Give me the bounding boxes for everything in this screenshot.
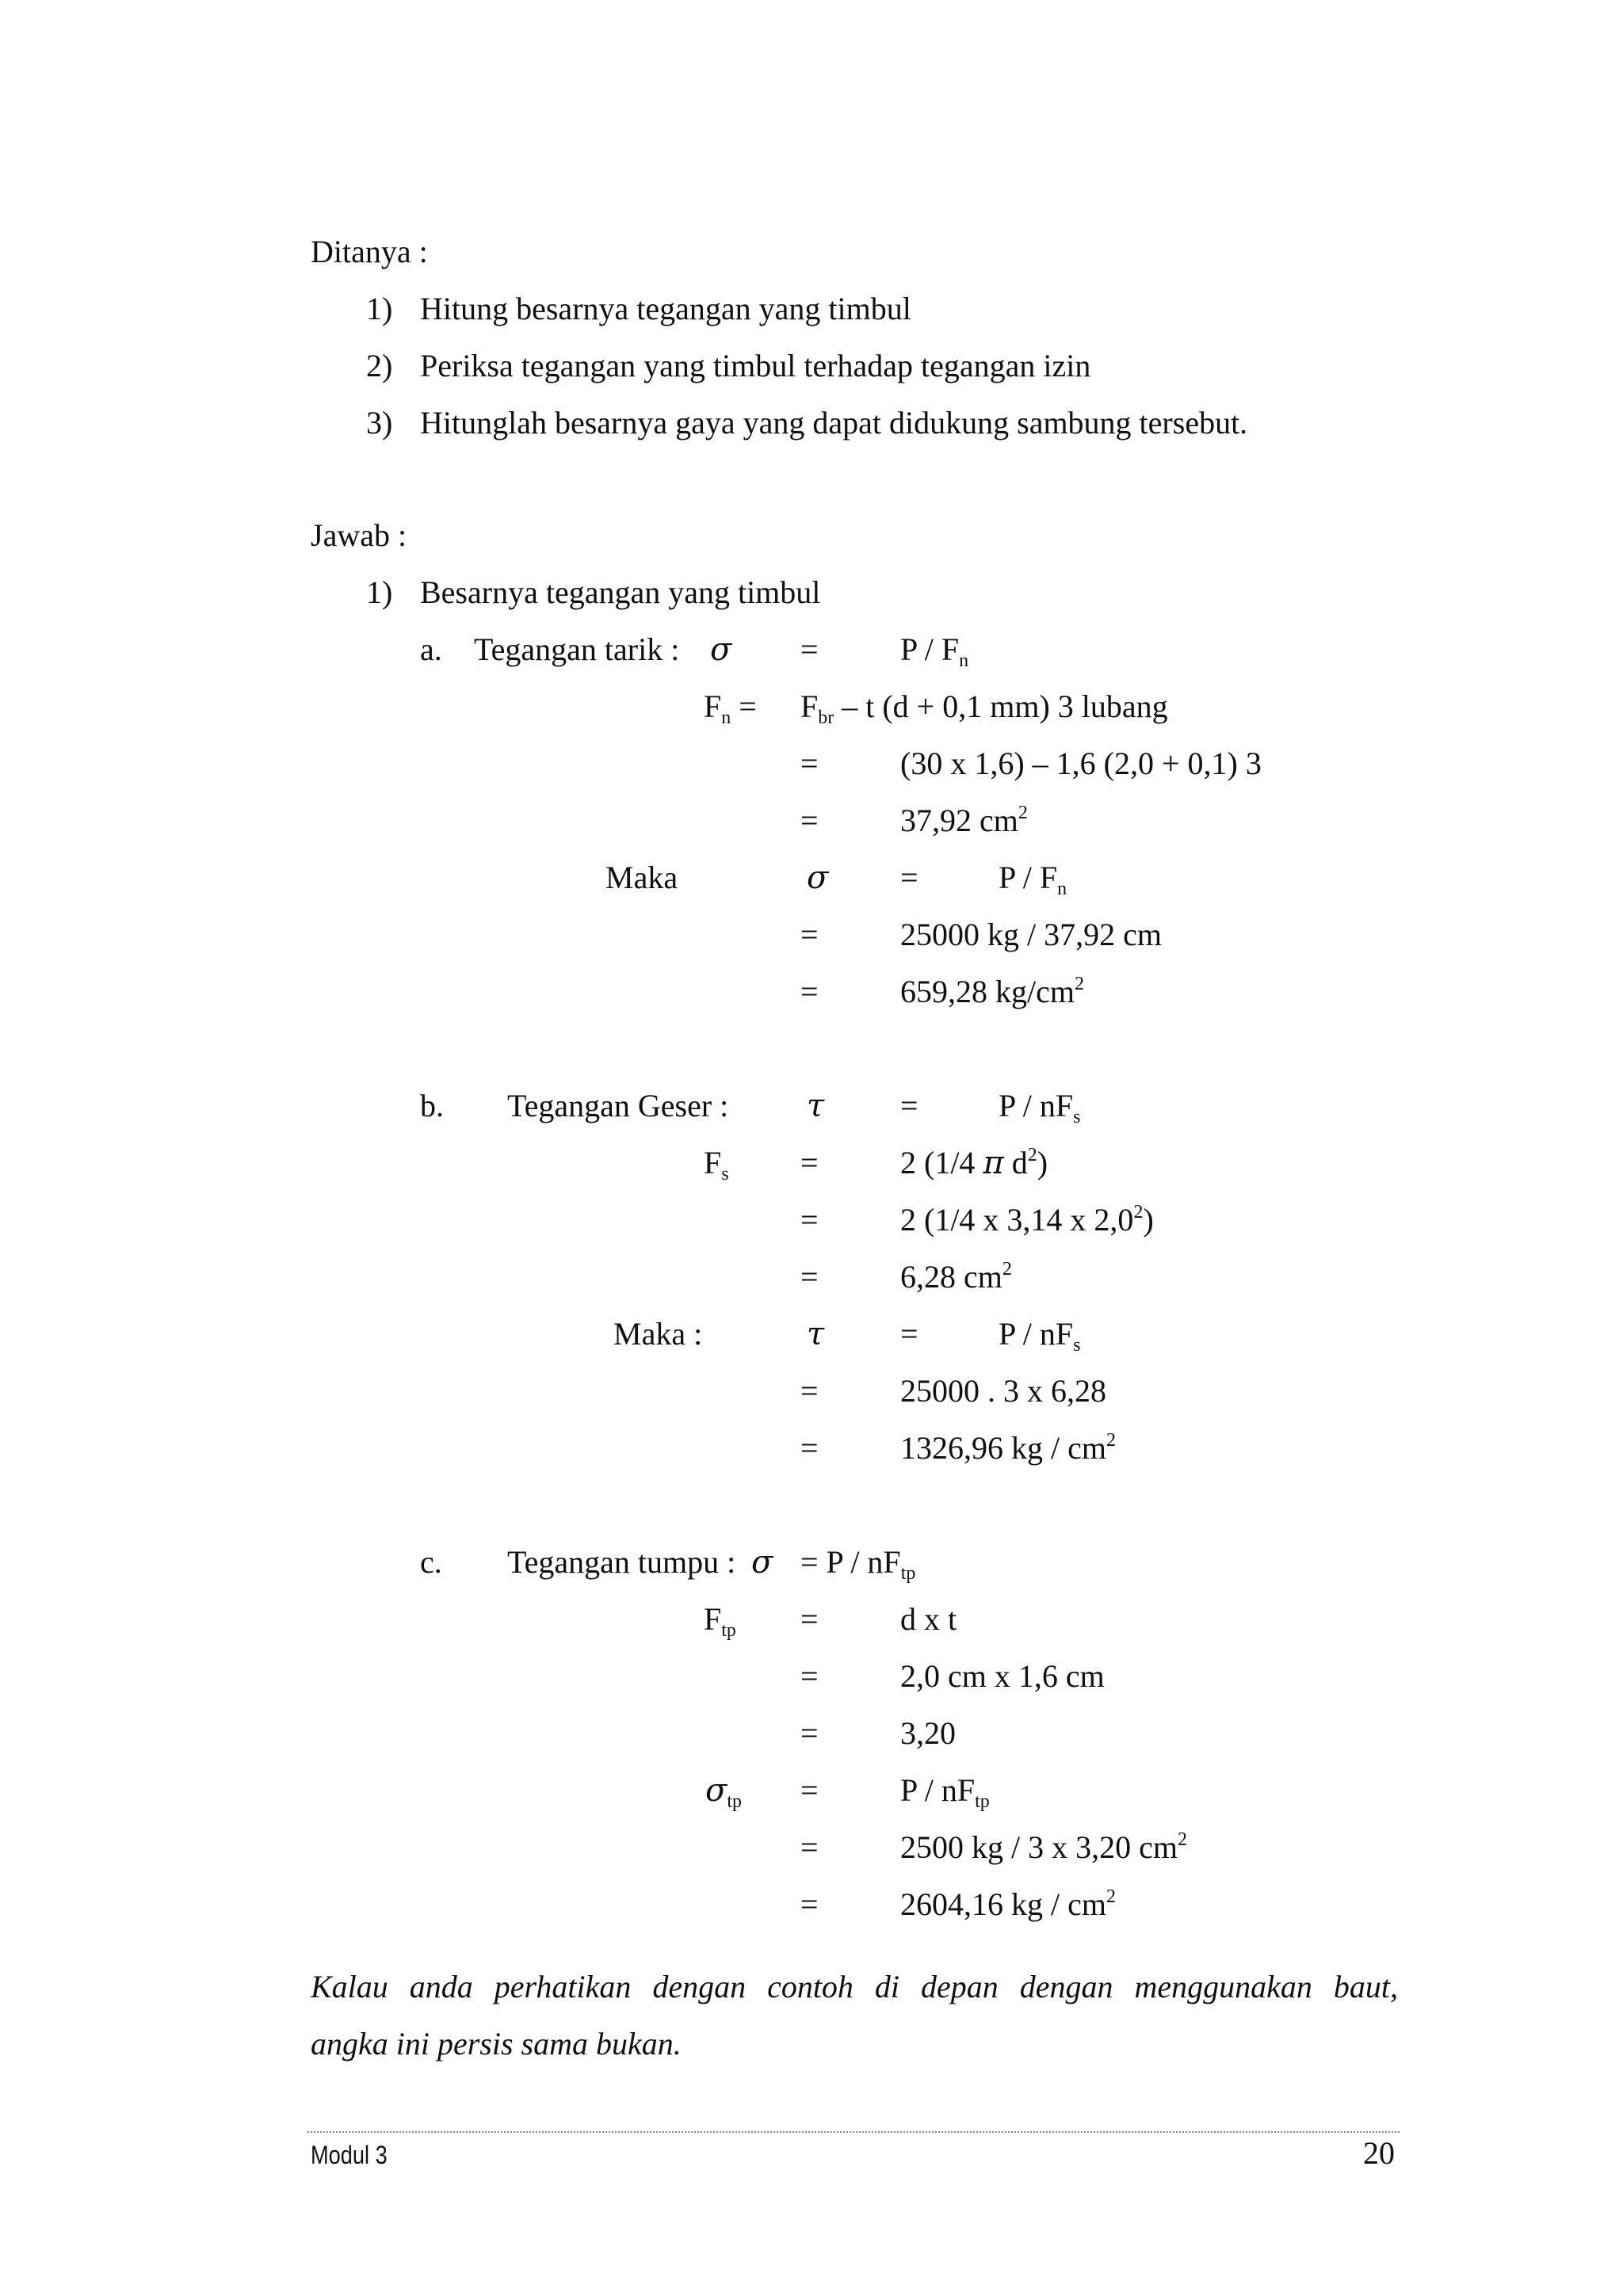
jawab-item-1-text: Besarnya tegangan yang timbul <box>420 574 821 610</box>
sec-b-formula: P / $nF_s$ <box>999 1088 1081 1127</box>
sec-b-line-6: 25000 . 3 x 6,28 <box>900 1373 1106 1409</box>
sec-c-sigma-symbol: σ <box>751 1544 773 1581</box>
sec-a-letter: a. <box>420 631 442 667</box>
sec-c-stp-rhs: P / $nF_{tp}$ <box>900 1772 990 1812</box>
sec-a-line-7: 659,28 $kg/cm^2$ <box>900 974 1084 1009</box>
sec-b-fs-lhs: $F_s$ <box>704 1145 729 1184</box>
sec-a-fn-lhs: $F_n$ = <box>704 688 757 728</box>
sec-c-eq-4: = <box>800 1715 819 1751</box>
sec-b-maka-eq: = <box>900 1316 918 1352</box>
sec-b-line-7: 1326,96 kg / $cm^2$ <box>900 1430 1116 1466</box>
sec-b-maka-tau-symbol: τ <box>807 1316 825 1352</box>
pi-symbol: π <box>983 1145 1004 1181</box>
sec-c-sigma-tp: $\sigma_{tp}$ <box>705 1772 742 1812</box>
sec-c-eq-7: = <box>800 1886 819 1922</box>
jawab-label: Jawab : <box>311 517 407 553</box>
sec-b-letter: b. <box>420 1088 444 1123</box>
sec-c-line-3: 2,0 cm x 1,6 cm <box>900 1658 1105 1694</box>
ditanya-label: Ditanya : <box>311 234 428 269</box>
sec-a-line-3: (30 x 1,6) – 1,6 (2,0 + 0,1) 3 <box>900 746 1262 781</box>
sec-b-line-4: 6,28 $cm^2$ <box>900 1259 1012 1295</box>
ditanya-item-2-text: Periksa tegangan yang timbul terhadap tegangan izin <box>420 348 1091 383</box>
sec-a-eq-6: = <box>800 917 819 952</box>
sec-b-fs-rhs: 2 (1/4 π $d^2$) <box>900 1145 1048 1181</box>
sec-c-line-7: 2604,16 kg / $cm^2$ <box>900 1886 1116 1922</box>
ditanya-item-3-text: Hitunglah besarnya gaya yang dapat didukung sambung tersebut. <box>420 405 1248 441</box>
sec-a-eq-3: = <box>800 746 819 781</box>
sec-a-line-6: 25000 kg / 37,92 cm <box>900 917 1162 952</box>
footer-page-number: 20 <box>1363 2135 1395 2171</box>
jawab-item-1-num: 1) <box>366 574 393 610</box>
sec-b-eq-2: = <box>800 1145 819 1180</box>
sec-c-formula: = P / $nF_{tp}$ <box>800 1544 916 1584</box>
note-line-1: Kalau anda perhatikan dengan contoh di depan dengan menggunakan baut, <box>311 1969 1398 2004</box>
sec-b-maka-rhs: P / $nF_s$ <box>999 1316 1081 1356</box>
sec-a-label: Tegangan tarik : <box>474 631 680 667</box>
sec-b-eq-1: = <box>900 1088 918 1123</box>
sec-a-fn-rhs: $F_{br}$ – t (d + 0,1 mm) 3 lubang <box>800 688 1168 728</box>
sec-c-eq-3: = <box>800 1658 819 1694</box>
sec-c-line-4: 3,20 <box>900 1715 956 1751</box>
note-line-2: angka ini persis sama bukan. <box>311 2026 682 2061</box>
sec-b-line-3: 2 (1/4 x 3,14 x $2,0^2$) <box>900 1202 1154 1238</box>
sec-a-maka-rhs: P / $F_n$ <box>999 860 1067 899</box>
sec-a-eq-1: = <box>800 631 819 667</box>
sec-c-ftp-lhs: $F_{tp}$ <box>704 1601 736 1641</box>
sec-b-tau-symbol: τ <box>807 1088 825 1124</box>
sec-a-maka-sigma-symbol: σ <box>807 860 829 896</box>
sec-b-label: Tegangan Geser : <box>507 1088 729 1123</box>
sec-a-maka: Maka <box>605 860 678 895</box>
footer-divider <box>307 2131 1400 2133</box>
sec-b-eq-6: = <box>800 1373 819 1409</box>
sec-a-formula: P / $F_n$ <box>900 631 969 671</box>
sec-c-ftp-rhs: d x t <box>900 1601 957 1637</box>
sec-b-eq-3: = <box>800 1202 819 1238</box>
sec-c-label: Tegangan tumpu : <box>507 1544 736 1580</box>
ditanya-item-2-num: 2) <box>366 348 393 383</box>
sec-c-eq-5: = <box>800 1772 819 1808</box>
sec-c-eq-2: = <box>800 1601 819 1637</box>
sec-c-eq-6: = <box>800 1829 819 1865</box>
sec-a-eq-7: = <box>800 974 819 1009</box>
sec-c-letter: c. <box>420 1544 442 1580</box>
sec-a-line-4: 37,92 $cm^2$ <box>900 803 1028 838</box>
footer-module: Modul 3 <box>311 2141 388 2169</box>
sec-c-line-6: 2500 kg / 3 x 3,20 $cm^2$ <box>900 1829 1187 1865</box>
sec-b-eq-4: = <box>800 1259 819 1295</box>
sec-a-eq-4: = <box>800 803 819 838</box>
ditanya-item-1-num: 1) <box>366 291 393 326</box>
sec-b-eq-7: = <box>800 1430 819 1466</box>
sec-a-sigma-symbol: σ <box>710 631 732 668</box>
ditanya-item-1-text: Hitung besarnya tegangan yang timbul <box>420 291 911 326</box>
sec-a-maka-eq: = <box>900 860 918 895</box>
ditanya-item-3-num: 3) <box>366 405 393 441</box>
sec-b-maka: Maka : <box>613 1316 703 1352</box>
